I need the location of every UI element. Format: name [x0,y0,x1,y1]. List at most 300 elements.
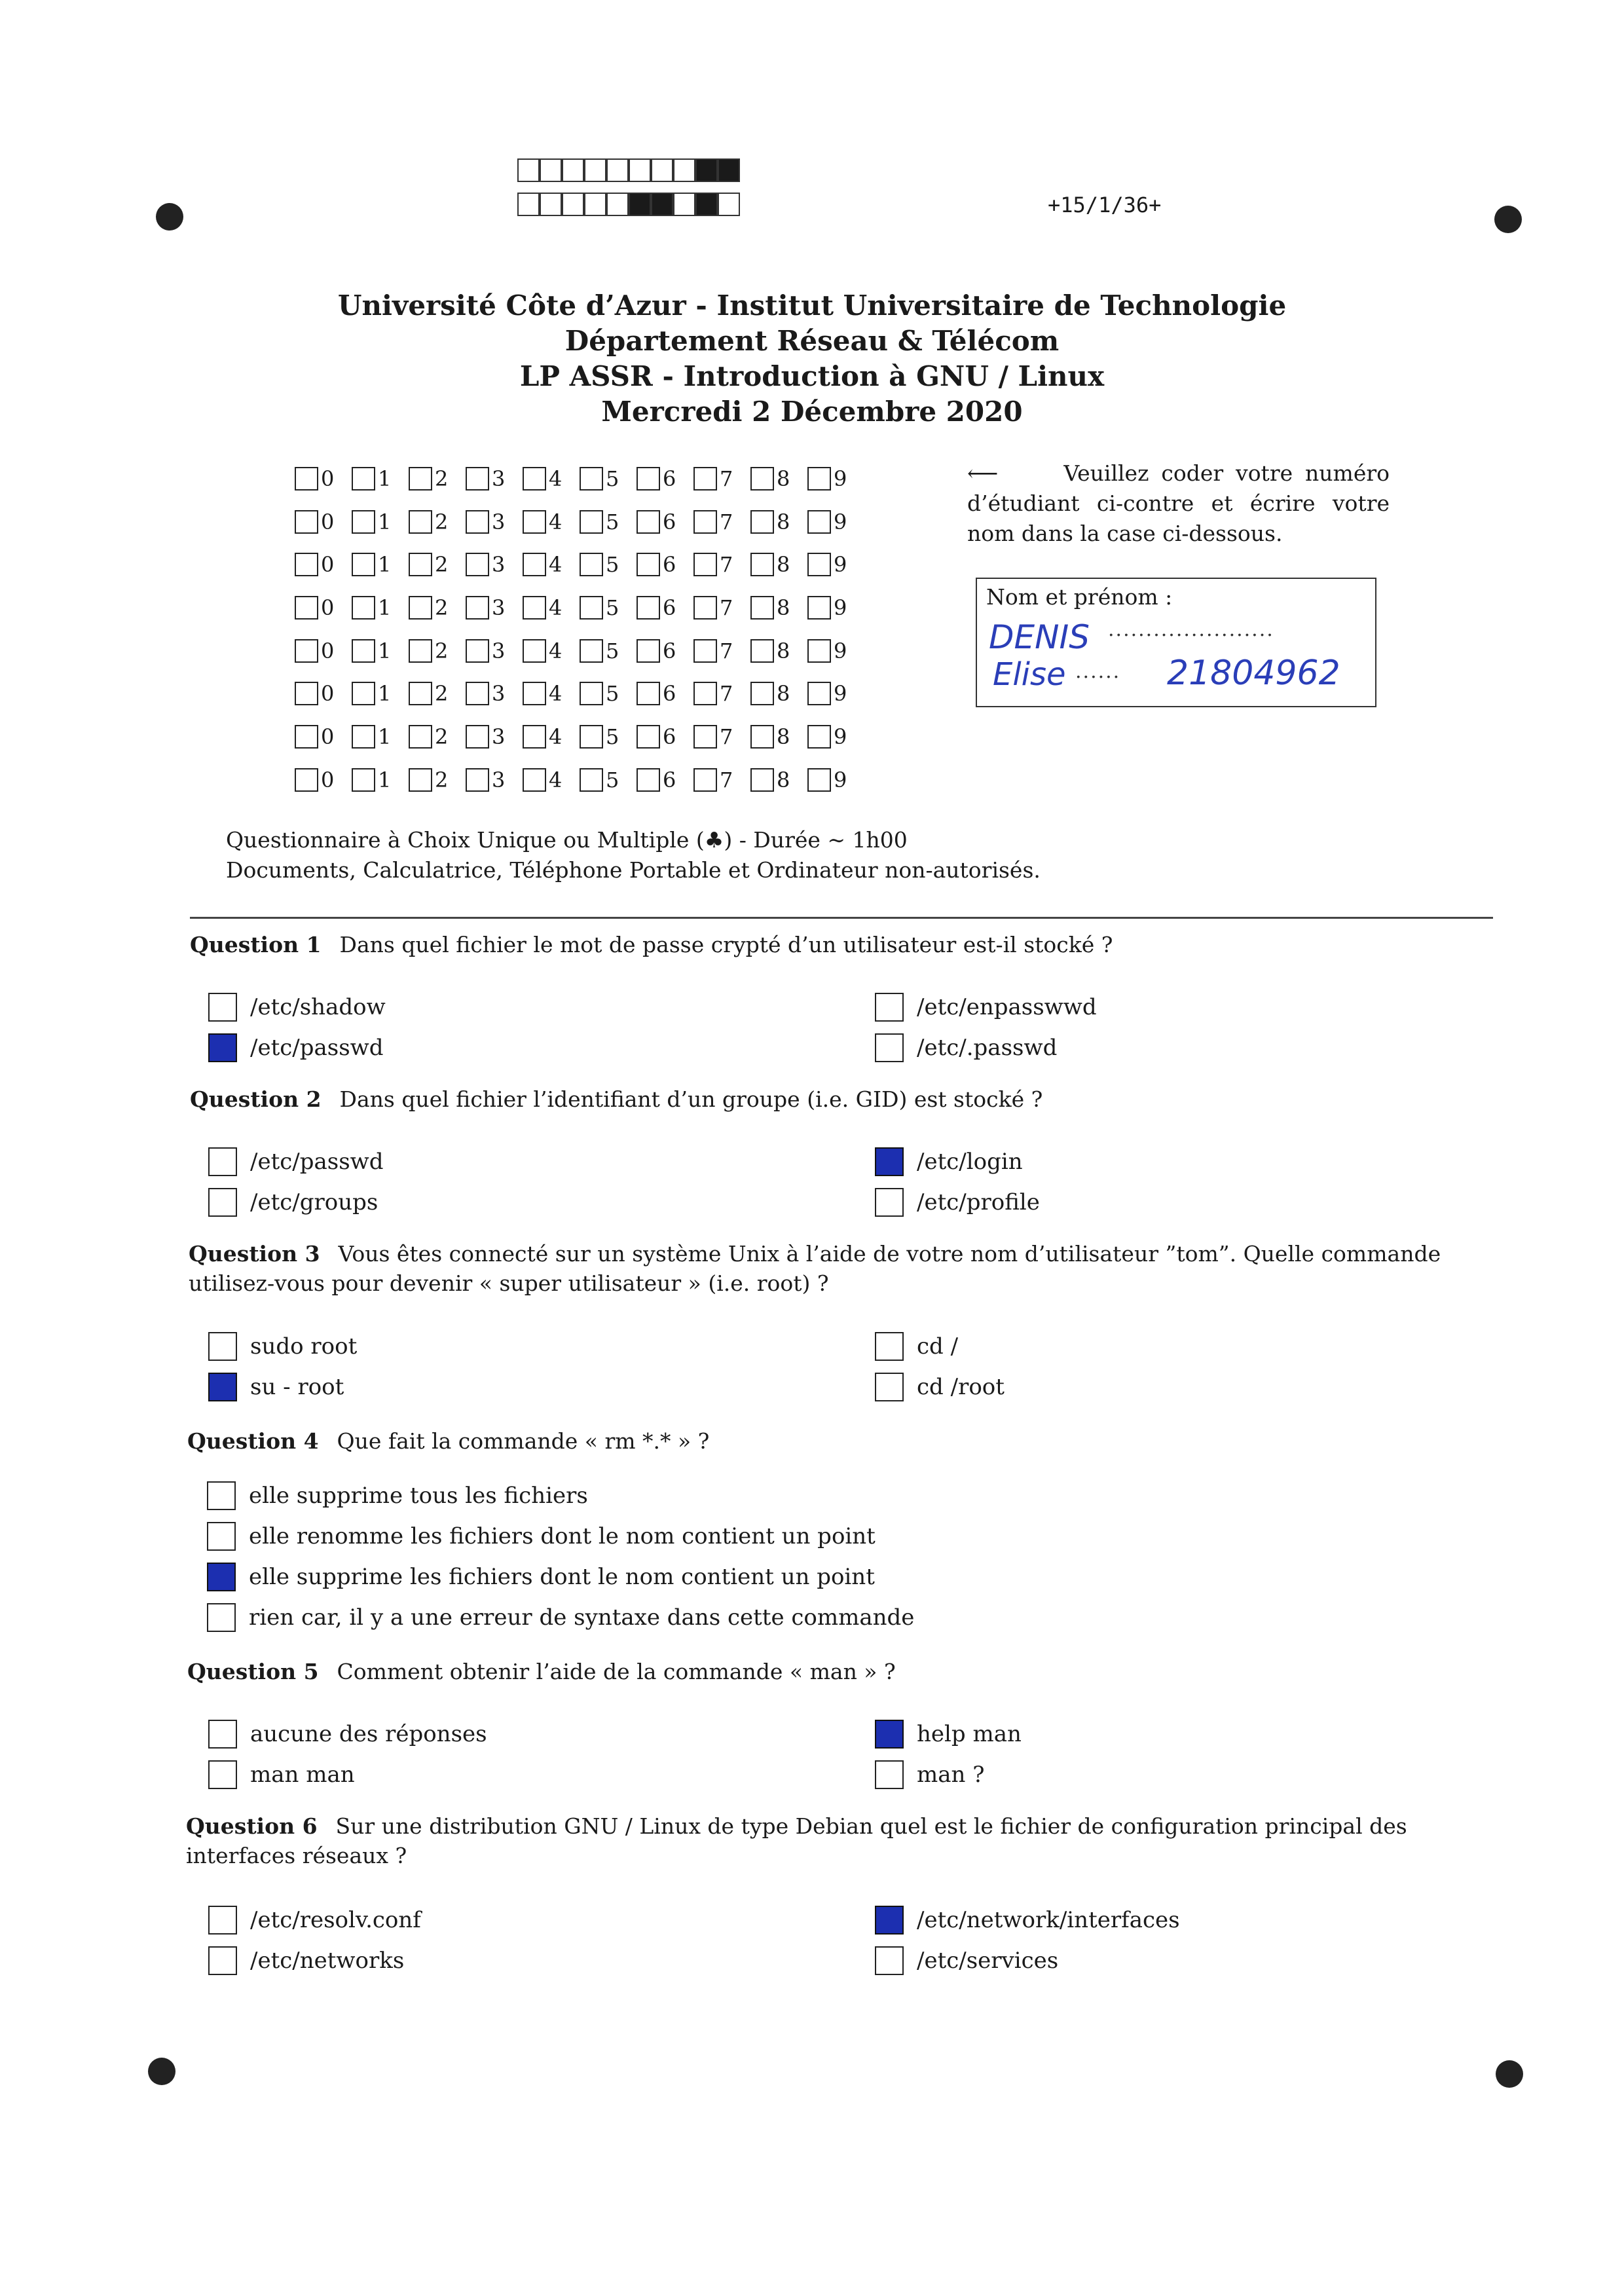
digit-label: 5 [606,595,619,620]
answer-option[interactable] [875,1720,1022,1749]
code-bar-cell [629,193,651,216]
digit-label: 3 [492,509,506,534]
digit-label: 4 [549,767,563,792]
digit-checkbox[interactable] [409,682,432,705]
digit-option [409,768,466,792]
digit-option [750,466,807,491]
answer-option[interactable] [207,1563,875,1591]
answer-label: cd / [917,1333,959,1360]
digit-checkbox[interactable] [409,768,432,792]
digit-checkbox[interactable] [750,510,774,534]
answer-option[interactable] [208,1760,355,1789]
digit-checkbox[interactable] [409,725,432,749]
digit-option [466,681,523,706]
answer-checkbox[interactable] [208,1720,237,1749]
digit-checkbox[interactable] [295,467,318,491]
question-text [187,1426,1493,1456]
answer-label: aucune des réponses [250,1721,487,1747]
code-bar-cell [540,193,562,216]
registration-dot-top-left [156,203,183,231]
digit-checkbox[interactable] [295,510,318,534]
document-header [0,288,1624,430]
answer-checkbox-checked[interactable] [875,1147,904,1176]
digit-label: 8 [777,638,790,663]
digit-option [693,509,750,534]
digit-option [580,768,637,792]
digit-option [580,681,637,706]
answer-label: /etc/profile [917,1189,1040,1215]
answer-checkbox[interactable] [207,1603,236,1632]
digit-label: 7 [720,509,733,534]
answer-option[interactable] [208,1033,384,1062]
digit-label: 7 [720,466,733,491]
answer-checkbox[interactable] [208,1760,237,1789]
digit-checkbox[interactable] [295,682,318,705]
code-bar-cell [540,158,562,182]
digit-label: 4 [549,552,563,578]
answer-checkbox-checked[interactable] [208,1373,237,1401]
digit-option [295,595,352,620]
digit-checkbox[interactable] [523,639,546,663]
answer-option[interactable] [207,1522,876,1551]
quiz-info [226,825,1041,885]
code-bar-cell [629,158,651,182]
digit-checkbox[interactable] [409,639,432,663]
digit-label: 1 [378,724,392,749]
answer-label: /etc/passwd [250,1035,384,1061]
digit-checkbox[interactable] [580,768,603,792]
answer-label: cd /root [917,1374,1005,1400]
answer-checkbox[interactable] [208,1906,237,1935]
digit-checkbox[interactable] [523,510,546,534]
digit-label: 9 [834,638,847,663]
digit-option [466,552,523,577]
answer-checkbox[interactable] [875,1760,904,1789]
answer-option[interactable] [208,1147,384,1176]
digit-checkbox[interactable] [580,596,603,620]
digit-option [466,595,523,620]
digit-label: 6 [663,724,676,749]
answer-label: /etc/enpasswwd [917,994,1097,1020]
digit-label: 6 [663,767,676,792]
code-bar-cell [651,193,673,216]
code-bar-cell [562,158,584,182]
digit-checkbox[interactable] [693,596,717,620]
digit-checkbox[interactable] [409,510,432,534]
registration-dot-bottom-right [1496,2060,1523,2088]
digit-checkbox[interactable] [352,596,375,620]
answer-option[interactable] [875,1946,1058,1975]
answer-label: /etc/groups [250,1189,378,1215]
header-course: LP ASSR - Introduction à GNU / Linux [519,360,1105,392]
answer-checkbox[interactable] [208,1188,237,1217]
digit-option [580,466,637,491]
answer-label: help man [917,1721,1022,1747]
digit-checkbox[interactable] [580,639,603,663]
digit-checkbox[interactable] [807,553,831,576]
digit-option [352,595,409,620]
digit-checkbox[interactable] [352,682,375,705]
digit-label: 8 [777,724,790,749]
answer-label: elle renomme les fichiers dont le nom contient un point [249,1523,876,1549]
answer-option[interactable] [208,993,386,1022]
answer-label: rien car, il y a une erreur de syntaxe dans cette commande [249,1604,915,1631]
digit-label: 4 [549,595,563,620]
digit-checkbox[interactable] [466,682,489,705]
answer-checkbox[interactable] [207,1481,236,1510]
answer-option[interactable] [875,1188,1040,1217]
answer-label: sudo root [250,1333,358,1360]
id-instructions [967,458,1390,549]
digit-checkbox[interactable] [750,768,774,792]
answer-label: /etc/passwd [250,1149,384,1175]
answer-option[interactable] [875,1147,1023,1176]
registration-dot-bottom-left [148,2058,175,2085]
answer-label: /etc/network/interfaces [917,1907,1180,1933]
answer-label: /etc/resolv.conf [250,1907,421,1933]
digit-checkbox[interactable] [807,467,831,491]
digit-option [807,509,864,534]
digit-checkbox[interactable] [409,553,432,576]
digit-checkbox[interactable] [523,467,546,491]
digit-label: 0 [321,638,335,663]
digit-checkbox[interactable] [750,682,774,705]
digit-checkbox[interactable] [466,510,489,534]
answer-option[interactable] [208,1720,487,1749]
digit-checkbox[interactable] [693,553,717,576]
digit-label: 9 [834,595,847,620]
handwritten-first-name: Elise [993,656,1066,693]
digit-checkbox[interactable] [750,596,774,620]
digit-label: 5 [606,724,619,749]
digit-label: 7 [720,724,733,749]
digit-checkbox[interactable] [750,725,774,749]
digit-label: 8 [777,681,790,707]
digit-label: 3 [492,466,506,491]
digit-checkbox[interactable] [693,639,717,663]
answer-option[interactable] [208,1946,404,1975]
digit-option [466,768,523,792]
digit-label: 9 [834,552,847,578]
digit-option [580,509,637,534]
digit-checkbox[interactable] [637,682,660,705]
answer-checkbox[interactable] [875,1188,904,1217]
handwritten-student-number: 21804962 [1167,654,1340,693]
student-number-row [295,715,864,758]
digit-option [466,509,523,534]
code-bar-cell [606,193,629,216]
question-label: Question 4 [187,1428,319,1454]
digit-checkbox[interactable] [750,553,774,576]
digit-option [523,509,580,534]
answer-checkbox[interactable] [208,1946,237,1975]
digit-option [750,595,807,620]
digit-option [750,509,807,534]
question-text [186,1811,1493,1870]
code-bar-cell [695,193,718,216]
digit-option [409,509,466,534]
answer-option[interactable] [208,1332,357,1361]
digit-label: 2 [435,724,449,749]
answer-checkbox[interactable] [875,1373,904,1401]
digit-checkbox[interactable] [807,510,831,534]
digit-label: 0 [321,466,335,491]
digit-checkbox[interactable] [523,725,546,749]
student-number-row [295,543,864,586]
answer-checkbox-checked[interactable] [207,1563,236,1591]
digit-option [693,681,750,706]
digit-checkbox[interactable] [295,768,318,792]
digit-checkbox[interactable] [807,596,831,620]
digit-checkbox[interactable] [637,768,660,792]
digit-option [409,681,466,706]
digit-checkbox[interactable] [807,682,831,705]
student-number-row [295,586,864,629]
digit-checkbox[interactable] [693,725,717,749]
question-text [189,1239,1493,1298]
digit-option [637,595,693,620]
answer-label: /etc/networks [250,1948,405,1974]
question-prompt: Que fait la commande « rm *.* » ? [337,1428,710,1454]
digit-checkbox[interactable] [466,768,489,792]
question-label: Question 2 [190,1086,322,1112]
answer-option[interactable] [207,1603,914,1632]
registration-dot-top-right [1494,206,1522,233]
question-prompt: Dans quel fichier l’identifiant d’un groupe (i.e. GID) est stocké ? [339,1086,1043,1112]
answer-checkbox[interactable] [208,1147,237,1176]
answer-label: man man [250,1762,355,1788]
digit-label: 2 [435,509,449,534]
digit-option [637,681,693,706]
digit-option [352,768,409,792]
digit-checkbox[interactable] [637,553,660,576]
digit-checkbox[interactable] [352,639,375,663]
answer-option[interactable] [208,1906,421,1935]
digit-label: 5 [606,552,619,578]
digit-label: 3 [492,595,506,620]
answer-checkbox-checked[interactable] [875,1906,904,1935]
name-dots-2: ...... [1075,660,1121,683]
answer-checkbox[interactable] [875,1332,904,1361]
digit-checkbox[interactable] [295,596,318,620]
digit-checkbox[interactable] [523,596,546,620]
digit-checkbox[interactable] [466,639,489,663]
digit-option [523,768,580,792]
digit-option [295,466,352,491]
digit-checkbox[interactable] [466,467,489,491]
digit-checkbox[interactable] [580,467,603,491]
digit-option [352,466,409,491]
digit-checkbox[interactable] [295,725,318,749]
left-arrow-icon: ⟵ [967,460,999,486]
digit-label: 6 [663,552,676,578]
answer-option[interactable] [875,1906,1180,1935]
answer-label: /etc/shadow [250,994,386,1020]
digit-label: 0 [321,767,335,792]
digit-checkbox[interactable] [352,768,375,792]
answer-option[interactable] [875,1373,1005,1401]
digit-label: 5 [606,638,619,663]
digit-label: 8 [777,509,790,534]
digit-label: 7 [720,767,733,792]
question-text [190,930,1493,959]
digit-checkbox[interactable] [693,768,717,792]
digit-label: 3 [492,638,506,663]
answer-option[interactable] [208,1188,378,1217]
question-text [190,1084,1493,1114]
digit-option [750,639,807,663]
digit-label: 5 [606,767,619,792]
digit-checkbox[interactable] [807,639,831,663]
digit-checkbox[interactable] [807,768,831,792]
digit-label: 1 [378,552,392,578]
digit-checkbox[interactable] [409,467,432,491]
answer-checkbox[interactable] [875,993,904,1022]
digit-option [409,639,466,663]
digit-checkbox[interactable] [523,768,546,792]
digit-label: 9 [834,724,847,749]
answer-option[interactable] [875,1033,1057,1062]
digit-label: 9 [834,509,847,534]
question-prompt: Comment obtenir l’aide de la commande « man » ? [337,1659,896,1684]
digit-option [523,681,580,706]
digit-checkbox[interactable] [352,553,375,576]
digit-checkbox[interactable] [580,510,603,534]
digit-option [295,768,352,792]
digit-checkbox[interactable] [637,725,660,749]
digit-label: 8 [777,466,790,491]
digit-label: 1 [378,638,392,663]
digit-option [750,724,807,749]
answer-label: elle supprime tous les fichiers [249,1483,588,1509]
digit-option [807,552,864,577]
digit-option [637,724,693,749]
digit-label: 9 [834,681,847,707]
answer-checkbox-checked[interactable] [208,1033,237,1062]
digit-option [580,595,637,620]
digit-checkbox[interactable] [637,596,660,620]
answer-option[interactable] [875,993,1097,1022]
digit-label: 5 [606,466,619,491]
digit-option [352,639,409,663]
digit-checkbox[interactable] [750,639,774,663]
name-box[interactable] [976,578,1376,707]
digit-option [637,466,693,491]
digit-checkbox[interactable] [295,553,318,576]
digit-option [466,639,523,663]
digit-checkbox[interactable] [466,553,489,576]
digit-checkbox[interactable] [352,467,375,491]
digit-label: 8 [777,767,790,792]
digit-option [295,681,352,706]
answer-checkbox[interactable] [208,993,237,1022]
digit-checkbox[interactable] [523,682,546,705]
student-number-row [295,500,864,544]
digit-checkbox[interactable] [637,639,660,663]
digit-checkbox[interactable] [466,725,489,749]
digit-option [637,552,693,577]
digit-checkbox[interactable] [409,596,432,620]
digit-label: 3 [492,681,506,707]
digit-checkbox[interactable] [580,682,603,705]
digit-option [637,768,693,792]
answer-checkbox[interactable] [207,1522,236,1551]
digit-label: 1 [378,681,392,707]
answer-checkbox[interactable] [208,1332,237,1361]
digit-checkbox[interactable] [693,510,717,534]
answer-option[interactable] [208,1373,344,1401]
digit-checkbox[interactable] [352,725,375,749]
answer-option[interactable] [207,1481,588,1510]
code-bar-cell [718,193,740,216]
digit-label: 4 [549,724,563,749]
code-bar-cell [517,158,540,182]
digit-checkbox[interactable] [466,596,489,620]
question-prompt: Sur une distribution GNU / Linux de type Debian quel est le fichier de configuration principal des interfaces réseaux ? [186,1813,1407,1868]
digit-option [352,552,409,577]
digit-checkbox[interactable] [523,553,546,576]
question-label: Question 1 [190,932,322,957]
answer-label: man ? [917,1762,985,1788]
quiz-info-line2: Documents, Calculatrice, Téléphone Portable et Ordinateur non-autorisés. [226,857,1041,883]
digit-checkbox[interactable] [295,639,318,663]
digit-label: 7 [720,595,733,620]
code-bar-top [517,158,740,182]
code-bar-cell [584,158,606,182]
digit-option [409,595,466,620]
answer-checkbox-checked[interactable] [875,1720,904,1749]
digit-checkbox[interactable] [807,725,831,749]
digit-option [352,724,409,749]
digit-label: 6 [663,681,676,707]
digit-label: 9 [834,466,847,491]
digit-checkbox[interactable] [693,682,717,705]
digit-option [693,595,750,620]
digit-option [523,639,580,663]
digit-label: 8 [777,595,790,620]
code-bar-cell [517,193,540,216]
digit-label: 3 [492,724,506,749]
digit-option [523,724,580,749]
digit-checkbox[interactable] [580,553,603,576]
digit-option [750,681,807,706]
digit-label: 9 [834,767,847,792]
digit-option [580,639,637,663]
digit-option [580,724,637,749]
digit-checkbox[interactable] [637,510,660,534]
digit-label: 5 [606,509,619,534]
digit-checkbox[interactable] [352,510,375,534]
digit-option [295,552,352,577]
answer-option[interactable] [875,1332,958,1361]
digit-label: 7 [720,638,733,663]
code-bar-cell [695,158,718,182]
question-prompt: Vous êtes connecté sur un système Unix à l’aide de votre nom d’utilisateur ”tom”. Quelle commande utilisez-vous pour devenir « super utilisateur » (i.e. root) ? [189,1241,1441,1296]
code-bar-cell [562,193,584,216]
digit-label: 7 [720,681,733,707]
digit-checkbox[interactable] [637,467,660,491]
digit-checkbox[interactable] [580,725,603,749]
digit-option [580,552,637,577]
digit-checkbox[interactable] [750,467,774,491]
digit-label: 2 [435,681,449,707]
digit-label: 2 [435,552,449,578]
digit-label: 6 [663,466,676,491]
answer-checkbox[interactable] [875,1946,904,1975]
digit-checkbox[interactable] [693,467,717,491]
answer-option[interactable] [875,1760,984,1789]
answer-checkbox[interactable] [875,1033,904,1062]
